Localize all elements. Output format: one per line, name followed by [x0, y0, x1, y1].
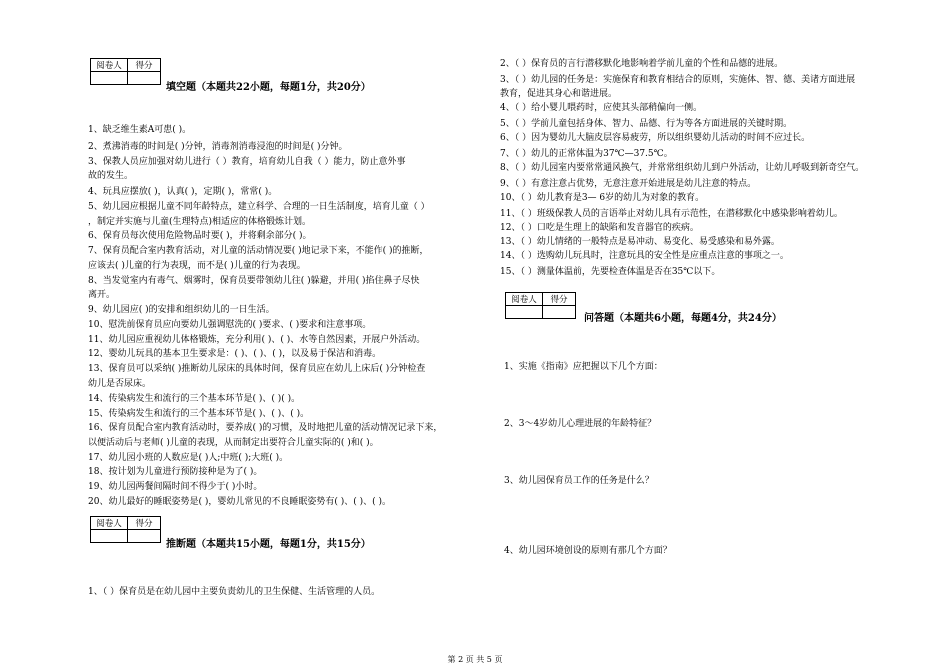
score-label: 得分: [128, 517, 161, 530]
question-line: 12、婴幼儿玩具的基本卫生要求是：( )、( )、( )，以及易于保洁和消毒。: [88, 349, 382, 359]
judge-section-title: 推断题（本题共15小题，每题1分，共15分）: [166, 539, 371, 550]
question-line: 13、（ ）幼儿情绪的一般特点是易冲动、易变化、易受感染和易外露。: [500, 237, 780, 247]
grader-label: 阅卷人: [506, 293, 543, 306]
question-line: 教育，促进其身心和谐进展。: [500, 89, 618, 99]
score-box-fill: [90, 58, 161, 85]
question-line: 2、3～4岁幼儿心理进展的年龄特征？: [504, 419, 657, 429]
question-line: 18、按计划为儿童进行预防接种是为了( )。: [88, 467, 263, 477]
question-line: 17、幼儿园小班的人数应是( )人;中班( );大班( )。: [88, 453, 289, 463]
question-line: 3、保教人员应加强对幼儿进行（ ）教育，培育幼儿自我（ ）能力，防止意外事: [88, 157, 406, 167]
question-line: 6、保育员每次使用危险物品时要( )，并将剩余部分( )。: [88, 231, 312, 241]
question-line: 幼儿是否尿床。: [88, 379, 152, 389]
question-line: 应该去( )儿童的行为表现，而不是( )儿童的行为表现。: [88, 261, 306, 271]
qa-section-title: 问答题（本题共6小题，每题4分，共24分）: [584, 313, 782, 324]
question-line: 13、保育员可以采纳( )推断幼儿尿床的具体时间，保育员应在幼儿上床后( )分钟检查: [88, 364, 426, 374]
grader-label: 阅卷人: [91, 59, 128, 72]
question-line: 2、煮沸消毒的时间是( )分钟，消毒剂消毒浸泡的时间是( )分钟。: [88, 142, 348, 152]
grader-cell: [91, 530, 128, 543]
question-line: 5、幼儿园应根据儿童不同年龄特点，建立科学、合理的一日生活制度，培育儿童（ ）: [88, 202, 430, 212]
grader-cell: [506, 306, 543, 319]
question-line: 20、幼儿最好的睡眠姿势是( )，婴幼儿常见的不良睡眠姿势有( )、( )、( )。: [88, 497, 391, 507]
question-line: 9、幼儿园应( )的安排和组织幼儿的一日生活。: [88, 305, 275, 315]
question-line: 离开。: [88, 290, 116, 300]
question-line: 16、保育员配合室内教育活动时，要养成( )的习惯，及时地把儿童的活动情况记录下来，: [88, 423, 443, 433]
question-line: 6、（ ）因为婴幼儿大脑皮层容易疲劳，所以组织婴幼儿活动的时间不应过长。: [500, 133, 811, 143]
fill-section-title: 填空题（本题共22小题，每题1分，共20分）: [166, 82, 371, 93]
question-line: 以便活动后与老师( )儿童的表现，从而制定出要符合儿童实际的( )和( )。: [88, 438, 379, 448]
question-line: 12、（ ）口吃是生理上的缺陷和发音器官的疾病。: [500, 223, 699, 233]
question-line: 19、幼儿园两餐间隔时间不得少于( )小时。: [88, 482, 263, 492]
question-line: 3、幼儿园保育员工作的任务是什么？: [504, 476, 654, 486]
score-label: 得分: [543, 293, 576, 306]
question-line: 11、幼儿园应重视幼儿体格锻炼，充分利用( )、( )、水等自然因素，开展户外活动。: [88, 335, 426, 345]
question-line: 5、（ ）学前儿童包括身体、智力、品德、行为等各方面进展的关键时期。: [500, 119, 793, 129]
score-cell: [128, 530, 161, 543]
question-line: 4、幼儿园环境创设的原则有那几个方面？: [504, 546, 672, 556]
question-line: 14、（ ）选购幼儿玩具时，注意玩具的安全性是应重点注意的事项之一。: [500, 251, 789, 261]
question-line: 1、（ ）保育员是在幼儿园中主要负责幼儿的卫生保健、生活管理的人员。: [88, 587, 381, 597]
page-footer: 第 2 页 共 5 页: [447, 655, 503, 664]
question-line: 4、玩具应摆放( )，认真( )，定期( )，常常( )。: [88, 187, 278, 197]
question-line: 8、当发觉室内有毒气、烟雾时，保育员要带领幼儿往( )躲避，并用( )掐住鼻子尽快: [88, 276, 420, 286]
question-line: 故的发生。: [88, 171, 134, 181]
score-box-qa: [505, 292, 576, 319]
question-line: 2、（ ）保育员的言行潜移默化地影响着学前儿童的个性和品德的进展。: [500, 59, 784, 69]
score-label: 得分: [128, 59, 161, 72]
question-line: 10、（ ）幼儿教育是3— 6岁的幼儿为对象的教育。: [500, 193, 705, 203]
score-cell: [543, 306, 576, 319]
question-line: 14、传染病发生和流行的三个基本环节是( )、( )( )。: [88, 394, 301, 404]
score-box-judge: [90, 516, 161, 543]
question-line: 9、（ ）有意注意占优势，无意注意开始进展是幼儿注意的特点。: [500, 179, 757, 189]
grader-label: 阅卷人: [91, 517, 128, 530]
question-line: 8、（ ）幼儿园室内要常常通风换气，并常常组织幼儿到户外活动，让幼儿呼吸到新奇空气。: [500, 163, 865, 173]
score-cell: [128, 72, 161, 85]
question-line: 1、实施《指南》应把握以下几个方面：: [504, 362, 663, 372]
question-line: 7、保育员配合室内教育活动，对儿童的活动情况要( )地记录下来，不能作( )的推断，: [88, 246, 429, 256]
question-line: 11、（ ）班级保教人员的言语举止对幼儿具有示范性，在潜移默化中感染影响着幼儿。: [500, 209, 843, 219]
question-line: 15、传染病发生和流行的三个基本环节是( )、( )、( )。: [88, 409, 310, 419]
question-line: 15、（ ）测量体温前，先要检查体温是否在35℃以下。: [500, 267, 721, 277]
question-line: 10、慰洗前保育员应向要幼儿强调慰洗的( )要求、( )要求和注意事项。: [88, 320, 372, 330]
question-line: 7、（ ）幼儿的正常体温为37℃—37.5℃。: [500, 149, 673, 159]
question-line: 4、（ ）给小婴儿喂药时，应使其头部稍偏向一侧。: [500, 103, 703, 113]
question-line: 1、缺乏维生素A可患( )。: [88, 125, 192, 135]
question-line: 3、（ ）幼儿园的任务是：实施保育和教育相结合的原则，实施体、智、德、美诸方面进展: [500, 75, 856, 85]
grader-cell: [91, 72, 128, 85]
question-line: ，制定并实施与儿童(生理特点)相适应的体格锻炼计划。: [88, 217, 312, 227]
